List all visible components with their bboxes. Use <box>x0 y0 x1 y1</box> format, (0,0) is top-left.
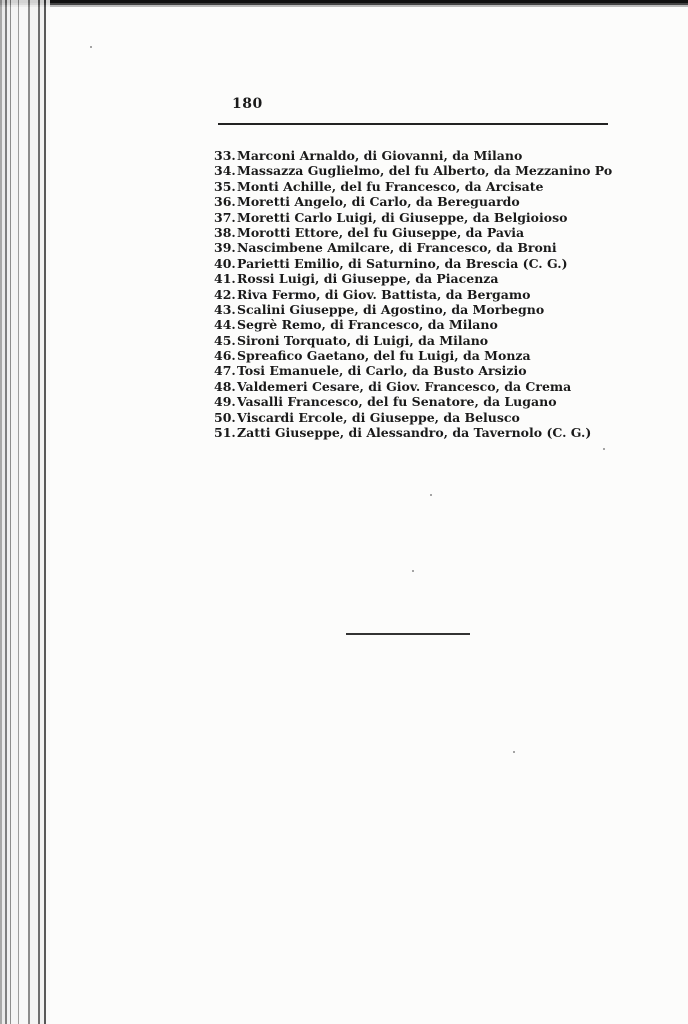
entry-number: 33. <box>214 148 236 163</box>
entry-text: Moretti Angelo, di Carlo, da Bereguardo <box>237 194 520 210</box>
entry-number: 39. <box>214 240 236 256</box>
entry-text: Scalini Giuseppe, di Agostino, da Morbegno <box>237 301 545 317</box>
entry-number: 35. <box>214 178 236 194</box>
entry-text: Parietti Emilio, di Saturnino, da Brescia (C. G.) <box>237 255 568 271</box>
list-item <box>214 317 594 332</box>
paper-speck <box>430 494 432 496</box>
entry-number: 36. <box>214 194 236 210</box>
paper-speck <box>412 570 414 572</box>
entry-text: Sironi Torquato, di Luigi, da Milano <box>237 332 489 348</box>
list-item <box>214 240 594 255</box>
list-item <box>214 194 594 209</box>
header-rule <box>218 123 608 125</box>
list-item <box>214 410 594 425</box>
list-item <box>214 394 594 409</box>
closing-rule <box>346 633 470 635</box>
entry-text: Tosi Emanuele, di Carlo, da Busto Arsizio <box>237 363 527 379</box>
entry-number: 47. <box>214 363 236 379</box>
entry-number: 34. <box>214 163 236 179</box>
list-item <box>214 148 594 163</box>
list-item <box>214 210 594 225</box>
entry-number: 37. <box>214 209 236 225</box>
list-item <box>214 363 594 378</box>
entry-text: Nascimbene Amilcare, di Francesco, da Broni <box>237 240 557 256</box>
entry-text: Moretti Carlo Luigi, di Giuseppe, da Belgioioso <box>237 209 568 225</box>
entry-text: Marconi Arnaldo, di Giovanni, da Milano <box>237 148 523 163</box>
entry-number: 46. <box>214 348 236 364</box>
entry-number: 41. <box>214 271 236 287</box>
list-item <box>214 302 594 317</box>
entry-text: Massazza Guglielmo, del fu Alberto, da Mezzanino Po <box>237 163 613 179</box>
list-item <box>214 379 594 394</box>
list-item <box>214 179 594 194</box>
entry-number: 43. <box>214 301 236 317</box>
list-item <box>214 163 613 179</box>
entry-text: Spreafico Gaetano, del fu Luigi, da Monza <box>237 348 531 364</box>
list-item <box>214 271 594 286</box>
paper-speck <box>513 751 515 753</box>
book-binding-edge <box>0 0 50 1024</box>
entry-number: 51. <box>214 425 236 441</box>
list-item <box>214 425 594 440</box>
entry-number: 40. <box>214 255 236 271</box>
entry-text: Rossi Luigi, di Giuseppe, da Piacenza <box>237 271 499 287</box>
page-top-edge <box>0 0 688 7</box>
entry-text: Riva Fermo, di Giov. Battista, da Bergamo <box>237 286 531 302</box>
paper-speck <box>603 448 605 450</box>
entry-text: Monti Achille, del fu Francesco, da Arcisate <box>237 178 544 194</box>
entry-text: Segrè Remo, di Francesco, da Milano <box>237 317 498 333</box>
list-item <box>214 333 594 348</box>
page-number: 180 <box>232 96 263 112</box>
entry-text: Viscardi Ercole, di Giuseppe, da Belusco <box>237 409 520 425</box>
entry-number: 42. <box>214 286 236 302</box>
entry-text: Valdemeri Cesare, di Giov. Francesco, da Crema <box>237 378 572 394</box>
entry-number: 38. <box>214 224 236 240</box>
list-item <box>214 348 594 363</box>
list-item <box>214 225 594 240</box>
entry-number: 49. <box>214 394 236 410</box>
paper-speck <box>90 46 92 48</box>
entry-text: Vasalli Francesco, del fu Senatore, da Lugano <box>237 394 557 410</box>
entry-number: 48. <box>214 378 236 394</box>
entry-text: Zatti Giuseppe, di Alessandro, da Tavernolo (C. G.) <box>237 425 592 441</box>
list-item <box>214 256 594 271</box>
name-list <box>214 148 613 441</box>
entry-number: 50. <box>214 409 236 425</box>
entry-text: Morotti Ettore, del fu Giuseppe, da Pavia <box>237 224 525 240</box>
entry-number: 45. <box>214 332 236 348</box>
entry-number: 44. <box>214 317 236 333</box>
list-item <box>214 287 594 302</box>
